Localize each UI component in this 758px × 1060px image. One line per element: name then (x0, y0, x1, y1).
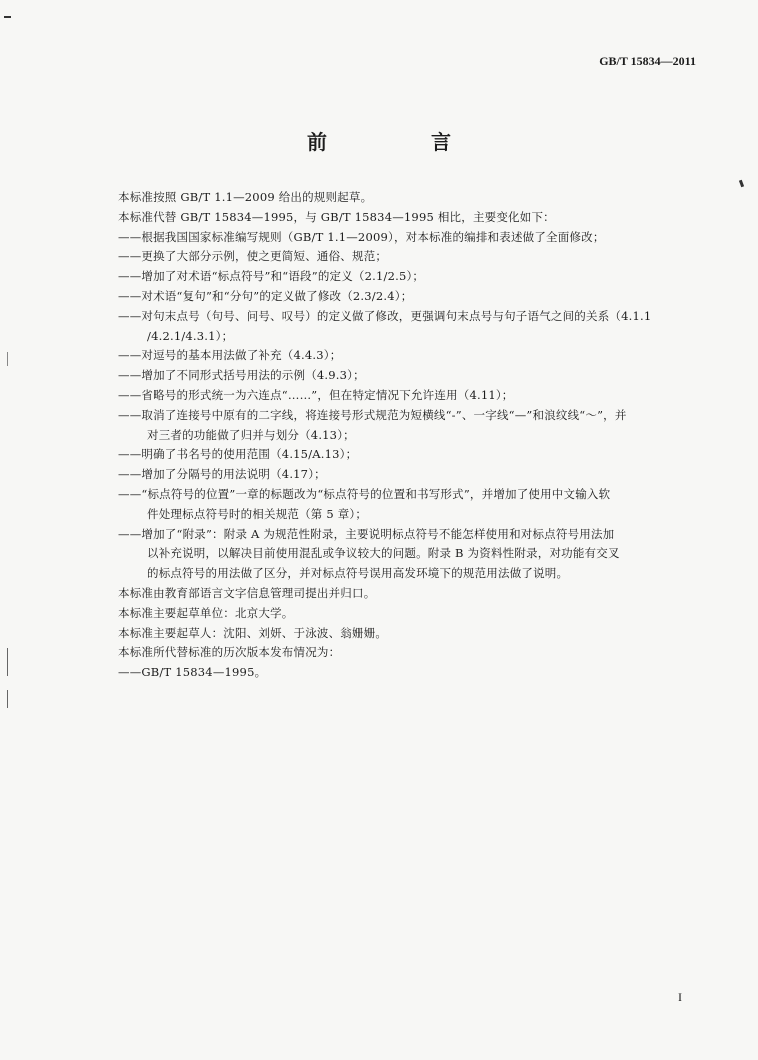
paragraph-line: 本标准所代替标准的历次版本发布情况为： (118, 645, 341, 660)
foreword-body (118, 188, 708, 683)
paragraph-line: ——增加了分隔号的用法说明（4.17）； (118, 467, 326, 482)
paragraph-continuation-line: 件处理标点符号时的相关规范（第 5 章）； (147, 506, 368, 521)
paragraph-line: 本标准主要起草单位：北京大学。 (118, 605, 294, 620)
scan-edge-mark-2 (7, 648, 8, 676)
paragraph-line: 本标准主要起草人：沈阳、刘妍、于泳波、翁姗姗。 (118, 625, 388, 640)
paragraph-line: ——取消了连接号中原有的二字线，将连接号形式规范为短横线“-”、一字线“—”和浪纹线“～”，并 (118, 407, 627, 422)
paragraph-line: ——根据我国国家标准编写规则（GB/T 1.1—2009），对本标准的编排和表述做了全面修改； (118, 229, 605, 244)
scan-edge-mark-1 (7, 352, 8, 366)
paragraph-line: ——增加了“附录”：附录 A 为规范性附录，主要说明标点符号不能怎样使用和对标点符号用法加 (118, 526, 615, 541)
paragraph-line: ——对句末点号（句号、问号、叹号）的定义做了修改，更强调句末点号与句子语气之间的关系（4.1.1 (118, 308, 652, 323)
paragraph-line: 本标准代替 GB/T 15834—1995，与 GB/T 15834—1995 相比，主要变化如下： (118, 209, 555, 224)
scan-edge-mark-3 (7, 690, 8, 708)
page-number: I (678, 990, 682, 1004)
paragraph-line: ——对逗号的基本用法做了补充（4.4.3）； (118, 348, 342, 363)
paragraph-line: ——对术语“复句”和“分句”的定义做了修改（2.3/2.4）； (118, 288, 413, 303)
page-title: 前 言 (307, 130, 493, 154)
paragraph-line: ——明确了书名号的使用范围（4.15/A.13）； (118, 447, 358, 462)
scan-speck-top-left (4, 16, 11, 18)
paragraph-line: 本标准由教育部语言文字信息管理司提出并归口。 (118, 585, 376, 600)
paragraph-line: 本标准按照 GB/T 1.1—2009 给出的规则起草。 (118, 190, 373, 204)
paragraph-continuation-line: 对三者的功能做了归并与划分（4.13）； (147, 427, 355, 442)
paragraph-continuation-line: 以补充说明，以解决目前使用混乱或争议较大的问题。附录 B 为资料性附录，对功能有交叉 (147, 546, 620, 561)
paragraph-line: ——GB/T 15834—1995。 (118, 665, 267, 680)
document-code: GB/T 15834—2011 (599, 54, 696, 68)
paragraph-line: ——增加了不同形式括号用法的示例（4.9.3）； (118, 368, 365, 383)
paragraph-continuation-line: 的标点符号的用法做了区分，并对标点符号误用高发环境下的规范用法做了说明。 (147, 566, 569, 581)
paragraph-continuation-line: /4.2.1/4.3.1）； (147, 328, 234, 343)
paragraph-line: ——增加了对术语“标点符号”和“语段”的定义（2.1/2.5）； (118, 269, 425, 284)
paragraph-line: ——“标点符号的位置”一章的标题改为“标点符号的位置和书写形式”，并增加了使用中文输入软 (118, 486, 611, 501)
scan-speck-right (739, 180, 744, 188)
paragraph-line: ——更换了大部分示例，使之更简短、通俗、规范； (118, 249, 388, 264)
paragraph-line: ——省略号的形式统一为六连点“……”，但在特定情况下允许连用（4.11）； (118, 387, 514, 402)
